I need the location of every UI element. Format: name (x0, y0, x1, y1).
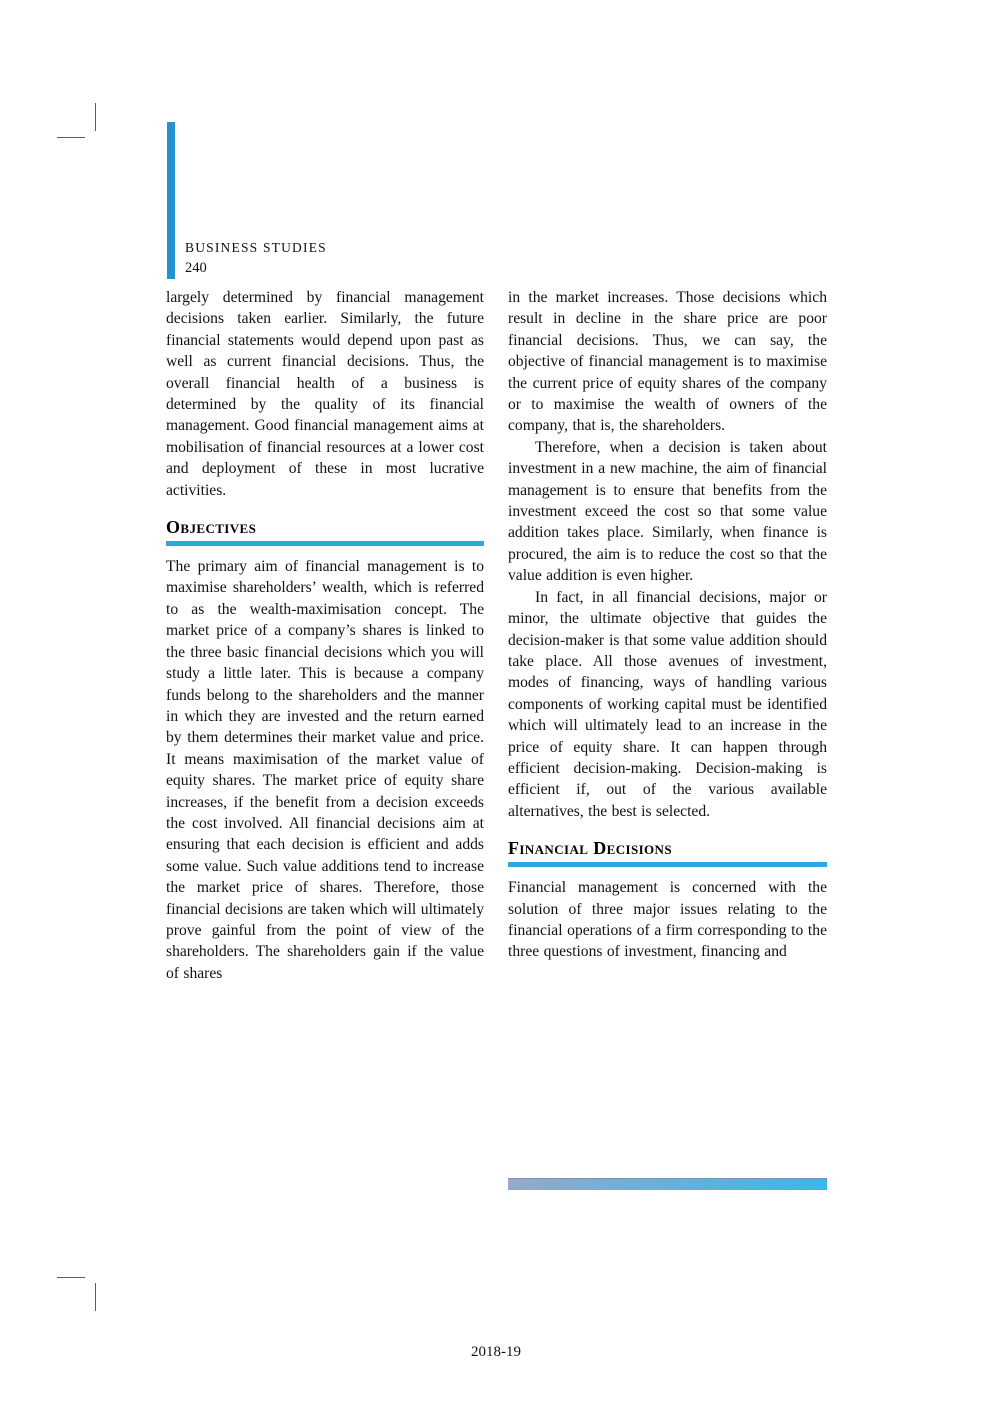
book-title: BUSINESS STUDIES (185, 240, 327, 255)
heading-underline (508, 862, 827, 867)
footer-edition-year: 2018-19 (471, 1344, 521, 1360)
crop-mark-bottom-left-horizontal (57, 1277, 85, 1278)
page-number: 240 (185, 260, 207, 276)
heading-underline (166, 541, 484, 546)
header-accent-bar (167, 122, 175, 279)
footer-accent-bar (508, 1178, 827, 1190)
body-paragraph: The primary aim of financial management is to maximise shareholders’ wealth, which is referred to as the wealth-maximisation concept. The market price of a company’s shares is linked to the three basic financial decisions which you will study a little later. This is because a company funds belong to the shareholders and the manner in which they are invested and the return earned by them determines their market value and price. It means maximisation of the market value of equity shares. The market price of equity share increases, if the benefit from a decision exceeds the cost involved. All financial decisions aim at ensuring that each decision is efficient and adds some value. Such value additions tend to increase the market price of shares. Therefore, those financial decisions are taken which will ultimately prove gainful from the point of view of the shareholders. The shareholders gain if the value of shares (166, 558, 484, 982)
body-paragraph: largely determined by financial management decisions taken earlier. Similarly, the future financial statements would depend upon past as well as current financial decisions. Thus, the overall financial health of a business is determined by the quality of its financial management. Good financial management aims at mobilisation of financial resources at a lower cost and deployment of these in most lucrative activities. (166, 289, 484, 499)
crop-mark-top-left-vertical (95, 103, 96, 131)
crop-mark-bottom-left-vertical (95, 1283, 96, 1311)
body-paragraph: in the market increases. Those decisions which result in decline in the share price are poor financial decisions. Thus, we can say, the objective of financial management is to maximise the current price of equity shares of the company or to maximise the wealth of owners of the company, that is, the shareholders. (508, 289, 827, 435)
body-paragraph: Financial management is concerned with the solution of three major issues relating to the financial operations of a firm corresponding to the three questions of investment, financing and (508, 879, 827, 961)
section-heading-financial-decisions: Financial Decisions (508, 838, 672, 859)
body-paragraph: In fact, in all financial decisions, major or minor, the ultimate objective that guides the decision-maker is that some value addition should take place. All those avenues of investment, modes of financing, ways of handling various components of working capital must be identified which will ultimately lead to an increase in the price of equity share. It can happen through efficient decision-making. Decision-making is efficient if, out of the various available alternatives, the best is selected. (508, 588, 827, 820)
crop-mark-top-left-horizontal (57, 137, 85, 138)
left-column (166, 287, 484, 984)
section-heading-objectives: Objectives (166, 517, 257, 538)
body-paragraph: Therefore, when a decision is taken about investment in a new machine, the aim of financial management is to ensure that benefits from the investment exceed the cost so that some value addition takes place. Similarly, when finance is procured, the aim is to reduce the cost so that the value addition is even higher. (508, 438, 827, 585)
right-column (508, 287, 827, 963)
